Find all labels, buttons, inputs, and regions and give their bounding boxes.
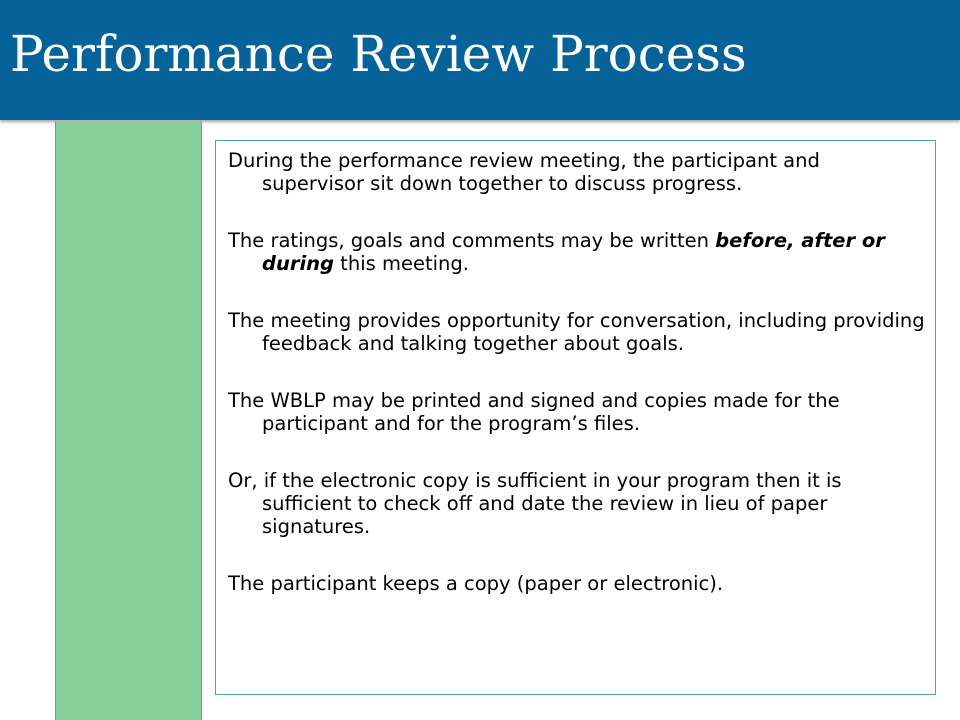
decorative-sidebar (55, 121, 202, 720)
bullet-item-copy: The participant keeps a copy (paper or electronic). (228, 572, 724, 595)
bullet-text: The ratings, goals and comments may be written (228, 229, 716, 252)
bullet-list (228, 149, 928, 629)
bullet-item-electronic: Or, if the electronic copy is sufficient in your program then it is sufficient to check off and date the review in lieu of paper signatures. (228, 469, 842, 538)
emphasis-text: before, after or during (262, 229, 885, 275)
bullet-item-ratings (228, 229, 928, 275)
bullet-item-conversation: The meeting provides opportunity for conversation, including providing feedback and talking together about goals. (228, 309, 925, 355)
bullet-text: this meeting. (333, 252, 469, 275)
content-box (215, 140, 936, 695)
bullet-item-wblp: The WBLP may be printed and signed and copies made for the participant and for the program’s files. (228, 389, 840, 435)
bullet-item-meeting: During the performance review meeting, the participant and supervisor sit down together to discuss progress. (228, 149, 820, 195)
slide-title: Performance Review Process (10, 25, 747, 83)
title-banner (0, 0, 960, 120)
